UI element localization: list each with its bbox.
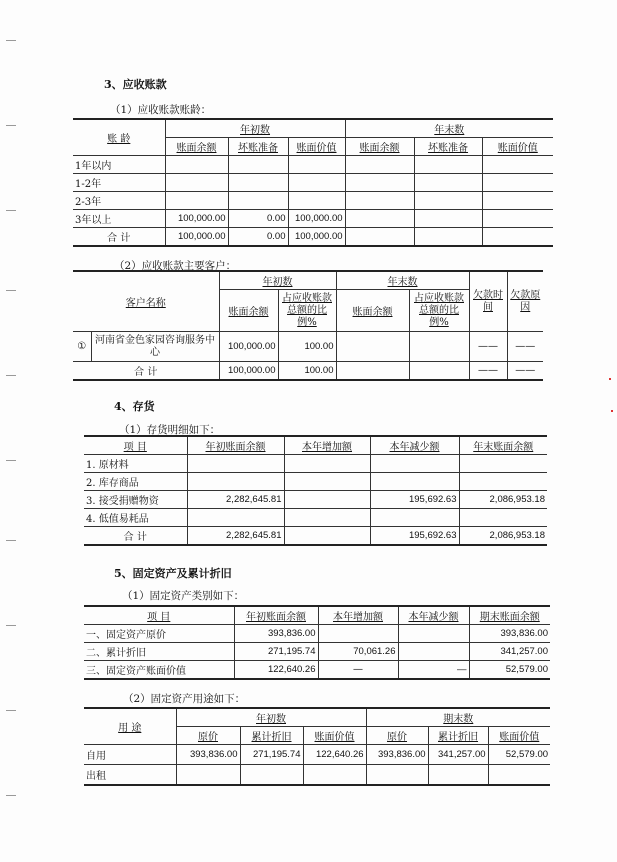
col-header-end-balance: 账面余额: [336, 290, 409, 332]
cell-time: ——: [469, 362, 507, 381]
cell: [228, 174, 288, 192]
cell: 100,000.00: [288, 210, 345, 228]
cell-balance: 100,000.00: [219, 332, 278, 362]
col-header: 年初账面余额: [234, 606, 318, 625]
cell: 0.00: [228, 210, 288, 228]
cell: 393,836.00: [366, 745, 428, 765]
cell: [398, 625, 469, 643]
col-header: 本年减少额: [398, 606, 469, 625]
header-end: 年末数: [336, 271, 469, 290]
table-row: [73, 332, 543, 362]
table-row: [84, 745, 550, 765]
col-header: 项 目: [84, 436, 187, 455]
customer-name: 河南省金色家园咨询服务中心: [91, 332, 219, 362]
cell-reason: ——: [507, 332, 543, 362]
cell: [228, 156, 288, 174]
cell: [345, 210, 414, 228]
col-header: 累计折旧: [240, 727, 303, 745]
section-5-sub1: （1）固定资产类别如下：: [122, 590, 245, 602]
cell-end-ratio: [409, 332, 469, 362]
col-header: 期末账面余额: [469, 606, 550, 625]
cell: [288, 156, 345, 174]
cell: [459, 455, 547, 473]
col-header: 原价: [176, 727, 240, 745]
col-header: 本年增加额: [284, 436, 370, 455]
col-header: 账面价值: [288, 138, 345, 156]
cell-empty: [336, 362, 409, 381]
cell: [414, 174, 482, 192]
col-header: 账面价值: [488, 727, 550, 745]
col-header: 坏账准备: [414, 138, 482, 156]
section-4-sub1: （1）存货明细如下：: [119, 424, 221, 436]
cell: 195,692.63: [370, 527, 459, 546]
cell: [165, 156, 228, 174]
header-begin: 年初数: [176, 708, 366, 727]
margin-mark: [6, 125, 16, 126]
table-row: [73, 156, 553, 174]
col-header: 项 目: [84, 606, 234, 625]
row-label: 3年以上: [73, 210, 165, 228]
row-label: 合 计: [73, 362, 219, 381]
row-number: ①: [73, 332, 91, 362]
header-use: 用 途: [84, 708, 176, 745]
header-begin: 年初数: [219, 271, 336, 290]
row-label: 自用: [84, 745, 176, 765]
row-label: 3. 接受捐赠物资: [84, 491, 187, 509]
section-3-sub1: （1）应收账款账龄：: [110, 104, 212, 116]
col-header: 原价: [366, 727, 428, 745]
col-header: 年末账面余额: [459, 436, 547, 455]
cell: [284, 473, 370, 491]
cell: 100,000.00: [165, 210, 228, 228]
margin-mark: [6, 710, 16, 711]
cell: [428, 765, 488, 785]
header-due-time: 欠款时间: [469, 271, 507, 332]
cell: [165, 174, 228, 192]
cell: 195,692.63: [370, 491, 459, 509]
cell: [288, 192, 345, 210]
row-label: 1. 原材料: [84, 455, 187, 473]
cell: 70,061.26: [318, 643, 398, 661]
cell: [303, 765, 366, 785]
receivables-customers-table: [73, 270, 543, 381]
cell: 271,195.74: [234, 643, 318, 661]
cell: [459, 473, 547, 491]
section-3-sub2: （2）应收账款主要客户：: [114, 260, 237, 272]
table-row: [84, 455, 547, 473]
row-label: 一、固定资产原价: [84, 625, 234, 643]
cell: —: [398, 661, 469, 680]
header-begin: 年初数: [165, 119, 345, 138]
table-row-total: [73, 228, 553, 247]
table-row: [73, 192, 553, 210]
table-row: [73, 210, 553, 228]
cell: [482, 174, 553, 192]
table-row: [84, 509, 547, 527]
cell: [366, 765, 428, 785]
header-end: 期末数: [366, 708, 550, 727]
row-label: 4. 低值易耗品: [84, 509, 187, 527]
col-header: 账面余额: [165, 138, 228, 156]
inventory-table: [84, 435, 547, 546]
cell: [187, 509, 284, 527]
col-header: 本年减少额: [370, 436, 459, 455]
cell: 122,640.26: [303, 745, 366, 765]
col-header-ratio: 占应收账款总额的比例%: [278, 290, 336, 332]
cell: [240, 765, 303, 785]
table-row-total: [84, 527, 547, 546]
col-header: 坏账准备: [228, 138, 288, 156]
header-customer-name: 客户名称: [73, 271, 219, 332]
row-label: 二、累计折旧: [84, 643, 234, 661]
header-account: 账 龄: [73, 119, 165, 156]
margin-mark: [6, 540, 16, 541]
col-header: 账面价值: [482, 138, 553, 156]
cell: [414, 228, 482, 247]
cell: 0.00: [228, 228, 288, 247]
margin-mark: [6, 460, 16, 461]
cell-ratio: 100.00: [278, 332, 336, 362]
cell: [165, 192, 228, 210]
cell-end-balance: [336, 332, 409, 362]
cell-reason: ——: [507, 362, 543, 381]
cell: 52,579.00: [469, 661, 550, 680]
row-label: 1年以内: [73, 156, 165, 174]
cell: [370, 473, 459, 491]
cell: [345, 228, 414, 247]
cell: [288, 174, 345, 192]
cell: [482, 210, 553, 228]
col-header: 本年增加额: [318, 606, 398, 625]
cell-ratio: 100.00: [278, 362, 336, 381]
row-label: 出租: [84, 765, 176, 785]
margin-mark: [6, 40, 16, 41]
table-row: [84, 643, 550, 661]
cell: [398, 643, 469, 661]
cell: —: [318, 661, 398, 680]
section-5-heading: 5、固定资产及累计折旧: [114, 567, 232, 580]
cell: [187, 455, 284, 473]
col-header: 账面价值: [303, 727, 366, 745]
col-header: 累计折旧: [428, 727, 488, 745]
cell-empty: [409, 362, 469, 381]
cell: [482, 156, 553, 174]
cell: 393,836.00: [176, 745, 240, 765]
cell: [284, 527, 370, 546]
cell: 100,000.00: [165, 228, 228, 247]
cell: 52,579.00: [488, 745, 550, 765]
cell: [318, 625, 398, 643]
row-label: 合 计: [73, 228, 165, 247]
col-header-end-ratio: 占应收账款总额的比例%: [409, 290, 469, 332]
row-label: 三、固定资产账面价值: [84, 661, 234, 680]
cell: 271,195.74: [240, 745, 303, 765]
table-row: [84, 473, 547, 491]
header-end: 年末数: [345, 119, 553, 138]
cell: [482, 192, 553, 210]
margin-mark: [6, 210, 16, 211]
cell-balance: 100,000.00: [219, 362, 278, 381]
cell: [370, 509, 459, 527]
table-row: [84, 491, 547, 509]
cell: 2,282,645.81: [187, 491, 284, 509]
row-label: 2. 库存商品: [84, 473, 187, 491]
margin-mark: [6, 290, 16, 291]
margin-mark: [6, 795, 16, 796]
cell: [345, 192, 414, 210]
section-4-heading: 4、存货: [114, 400, 155, 413]
cell: 341,257.00: [469, 643, 550, 661]
cell: 100,000.00: [288, 228, 345, 247]
header-due-reason: 欠款原因: [507, 271, 543, 332]
cell: [482, 228, 553, 247]
cell: [187, 473, 284, 491]
cell: [459, 509, 547, 527]
margin-mark: [6, 625, 16, 626]
cell: [414, 156, 482, 174]
cell: 393,836.00: [469, 625, 550, 643]
margin-mark: [6, 375, 16, 376]
cell: 341,257.00: [428, 745, 488, 765]
row-label: 2-3年: [73, 192, 165, 210]
cell: [488, 765, 550, 785]
col-header: 年初账面余额: [187, 436, 284, 455]
table-row: [73, 174, 553, 192]
table-row: [84, 625, 550, 643]
col-header-balance: 账面余额: [219, 290, 278, 332]
red-speck: [609, 378, 611, 380]
cell: [414, 192, 482, 210]
cell: [345, 174, 414, 192]
row-label: 1-2年: [73, 174, 165, 192]
table-row-total: [73, 362, 543, 381]
col-header: 账面余额: [345, 138, 414, 156]
red-speck: [611, 410, 613, 412]
cell: [228, 192, 288, 210]
cell: [284, 509, 370, 527]
cell: 393,836.00: [234, 625, 318, 643]
row-label: 合 计: [84, 527, 187, 546]
cell: 122,640.26: [234, 661, 318, 680]
receivables-aging-table: [73, 118, 553, 247]
cell: 2,086,953.18: [459, 527, 547, 546]
table-row: [84, 661, 550, 680]
section-3-heading: 3、应收账款: [104, 78, 167, 91]
cell: [284, 491, 370, 509]
cell: [414, 210, 482, 228]
fixed-assets-table: [84, 605, 550, 680]
cell: 2,282,645.81: [187, 527, 284, 546]
cell: [284, 455, 370, 473]
cell: [370, 455, 459, 473]
cell: 2,086,953.18: [459, 491, 547, 509]
cell: [345, 156, 414, 174]
section-5-sub2: （2）固定资产用途如下：: [123, 693, 246, 705]
cell: [176, 765, 240, 785]
cell-time: ——: [469, 332, 507, 362]
table-row: [84, 765, 550, 785]
fixed-assets-usage-table: [84, 707, 550, 786]
